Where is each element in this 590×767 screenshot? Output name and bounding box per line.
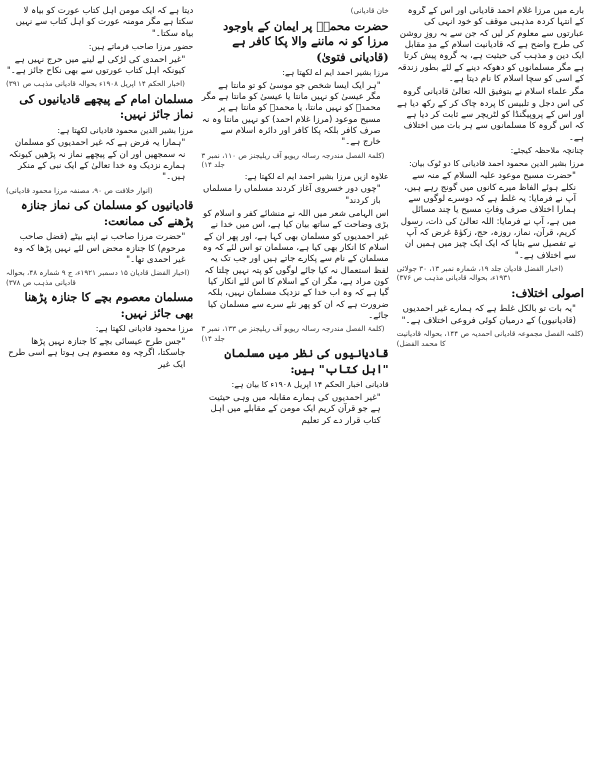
body-paragraph: دیتا ہے کہ ایک مومن اہل کتاب عورت کو بیاہ لا سکتا ہے مگر مومنہ عورت کو اہل کتاب سے نہیں بیاہ سکتا۔" (15, 6, 194, 39)
body-paragraph: اس الہامی شعر میں اللہ نے منشائے کفر و اسلام کو بڑی وضاحت کے ساتھ بیان کیا ہے، اس میں خدا نے غیر احمدیوں کو مسلمان بھی کہا ہے، اور پھر ان کے اسلام کا انکار بھی کیا ہے، مسلمان تو اس لئے کہ وہ مسلمان کے نام سے پکارے جاتے ہیں اور جب تک یہ لفظ استعمال نہ کیا جائے لوگوں کو پتہ نہیں چلتا کہ کون مراد ہے، مگر ان کے اسلام کا اس لئے انکار کیا گیا ہے کہ وہ اب خدا کے نزدیک مسلمان نہیں، بلکہ ضرورت ہے کہ ان کو پھر نئے سرے سے مسلمان کیا جائے۔ (202, 208, 389, 321)
quotation: "حضرت مرزا صاحب نے اپنے بیٹے (فضل صاحب مرحوم) کا جنازہ محض اس لئے نہیں پڑھا کہ وہ غیر احمدی تھا۔" (13, 232, 186, 265)
reference-citation: (انوار خلافت ص ۹۰، مصنفہ مرزا محمود قادیانی) (6, 185, 153, 195)
author-credit: حضور مرزا صاحب فرماتے ہیں: (88, 42, 194, 52)
section-heading: حضرت محمدؐ پر ایمان کے باوجود مرزا کو نہ ماننے والا پکا کافر ہے (قادیانی فتویٰ) (223, 18, 389, 64)
header-reference: خان قادیانی) (350, 6, 389, 15)
section-heading: مسلمان معصوم بچے کا جنازہ پڑھنا بھی جائز نہیں: (24, 290, 194, 320)
quotation: "جس طرح عیسائی بچے کا جنازہ نہیں پڑھا جاسکتا، اگرچہ وہ معصوم ہی ہوتا ہے اسی طرح ایک غیر (8, 336, 186, 370)
section-heading: قادیانیوں کو مسلمان کی نماز جنازہ پڑھنے کی ممانعت: (20, 198, 194, 228)
author-credit: مرزا بشیر احمد ایم اے لکھتا ہے: (282, 68, 389, 78)
section-heading: قادیانیوں کی نظر میں مسلمان "اہل کتاب" ہیں: (224, 346, 389, 376)
author-credit: مرزا بشیر الدین محمود قادیانی لکھتا ہے: (57, 125, 194, 135)
column-middle (201, 6, 388, 763)
reference-citation: (اخبار الفضل قادیان ۱۵ دسمبر ۱۹۲۱ء، ج ۹ شمارہ ۴۸، بحوالہ قادیانی مذہب ص ۳۷۸) (6, 268, 190, 287)
lead-in-text: چنانچہ ملاحظہ کیجئے: (510, 146, 584, 156)
author-credit: علاوہ ازیں مرزا بشیر احمد ایم اے لکھتا ہے: (244, 171, 389, 181)
persian-verse: "چوں دور خسروی آغاز کردند مسلماں را مسلماں باز کردند" (203, 184, 381, 206)
quotation: "غیر احمدی کی لڑکی لے لینے میں حرج نہیں ہے کیونکہ اہل کتاب عورتوں سے بھی نکاح جائز ہے۔" (6, 54, 186, 76)
section-heading: اصولی اختلاف: (511, 285, 584, 300)
author-credit: مرزا محمود قادیانی لکھتا ہے: (95, 324, 194, 334)
quotation: "یہ بات تو بالکل غلط ہے کہ ہمارے غیر احمدیوں (قادیانیوں) کے درمیان کوئی فروعی اختلاف ہے۔" (401, 304, 576, 326)
reference-citation: (اخبار الفضل قادیان جلد ۱۹، شمارہ نمبر ۱۳، ۳۰ جولائی ۱۹۳۱ء، بحوالہ قادیانی مذہب ص ۳۷۶) (396, 263, 564, 283)
author-credit: قادیانی اخبار الحکم ۱۴ اپریل ۱۹۰۸ء کا بیان ہے: (231, 380, 389, 390)
reference-citation: (کلمۃ الفصل مندرجہ رسالہ ریویو آف ریلیجنز ص ۱۳۳، نمبر ۳ جلد ۱۴) (201, 324, 385, 343)
body-paragraph: مگر علماء اسلام نے بتوفیق اللہ تعالیٰ قادیانی گروہ کی اس دجل و تلبیس کا پردہ چاک کر کے رکھ دیا ہے اور اس کے پروپیگنڈا کو لٹریچر سے ثابت کر دیا ہے کہ اس گروہ کا مسلمانوں سے ہر بات میں اختلاف ہے۔ (397, 87, 584, 143)
column-right (397, 6, 584, 763)
quotation: "حضرت مسیح موعود علیہ السلام کے منہ سے نکلے ہوئے الفاظ میرے کانوں میں گونج رہے ہیں، آپ نے فرمایا: یہ غلط ہے کہ دوسرے لوگوں سے ہمارا اختلاف صرف وفاتِ مسیح یا چند مسائل میں ہے، آپ نے فرمایا: اللہ تعالیٰ کی ذات، رسول کریم، قرآن، نماز، روزہ، حج، زکوٰۃ غرض کہ آپ نے تفصیل سے بتایا کہ ایک ایک چیز میں ہمیں ان سے اختلاف ہے۔" (400, 171, 576, 261)
intro-paragraph: بارے میں مرزا غلام احمد قادیانی اور اس کے گروہ کے انتہا کردہ مذہبی موقف کو خود انہی کی عبارتوں سے معلوم کر لیں کہ جن سے بہ روزِ روشن کی طرح واضح ہے کہ قادیانیت اسلام کے مدِ مقابل ایک دین و مذہب کی حیثیت ہے، یہ گروہ پیش کرتا ہے مگر مسلمانوں کو دھوکہ دینے کے لئے بطور زندقہ کے اسی کو سچا اسلام کا نام دیتا ہے۔ (397, 6, 584, 85)
reference-citation: (کلمۃ الفصل مندرجہ رسالہ ریویو آف ریلیجنز ص ۱۱۰، نمبر ۳ جلد ۱۴) (201, 150, 385, 170)
column-left (6, 6, 193, 763)
quotation: "غیر احمدیوں کی ہمارے مقابلہ میں وہی حیثیت ہے جو قرآن کریم ایک مومن کے مقابلے میں اہل کتاب قرار دے کر تعلیم (208, 392, 381, 426)
quotation: "ہمارا یہ فرض ہے کہ غیر احمدیوں کو مسلمان نہ سمجھیں اور ان کے پیچھے نماز نہ پڑھیں کیونکہ ہمارے نزدیک وہ خدا تعالیٰ کے ایک نبی کے منکر ہیں۔" (8, 138, 186, 183)
author-credit: مرزا بشیر الدین محمود احمد قادیانی کا دو ٹوک بیان: (408, 158, 584, 168)
reference-citation: (اخبار الحکم ۱۴ اپریل ۱۹۰۸ء بحوالہ قادیانی مذہب ص ۳۹۱) (6, 79, 185, 89)
reference-citation: (کلمہ الفصل مجموعہ قادیانی احمدیہ ص ۱۴۴، بحوالہ قادیانیت کا محمد الفضل) (396, 329, 584, 348)
quotation: "ہر ایک ایسا شخص جو موسیٰ کو تو مانتا ہے مگر عیسیٰ کو نہیں مانتا یا عیسیٰ کو مانتا ہے مگر محمدؐ کو نہیں مانتا، یا محمدؐ کو مانتا ہے پر مسیح موعود (مرزا غلام احمد) کو نہیں مانتا وہ نہ صرف کافر بلکہ پکا کافر اور دائرہ اسلام سے خارج ہے۔" (201, 80, 381, 148)
section-heading: مسلمان امام کے پیچھے قادیانیوں کی نماز جائز نہیں: (19, 91, 194, 122)
